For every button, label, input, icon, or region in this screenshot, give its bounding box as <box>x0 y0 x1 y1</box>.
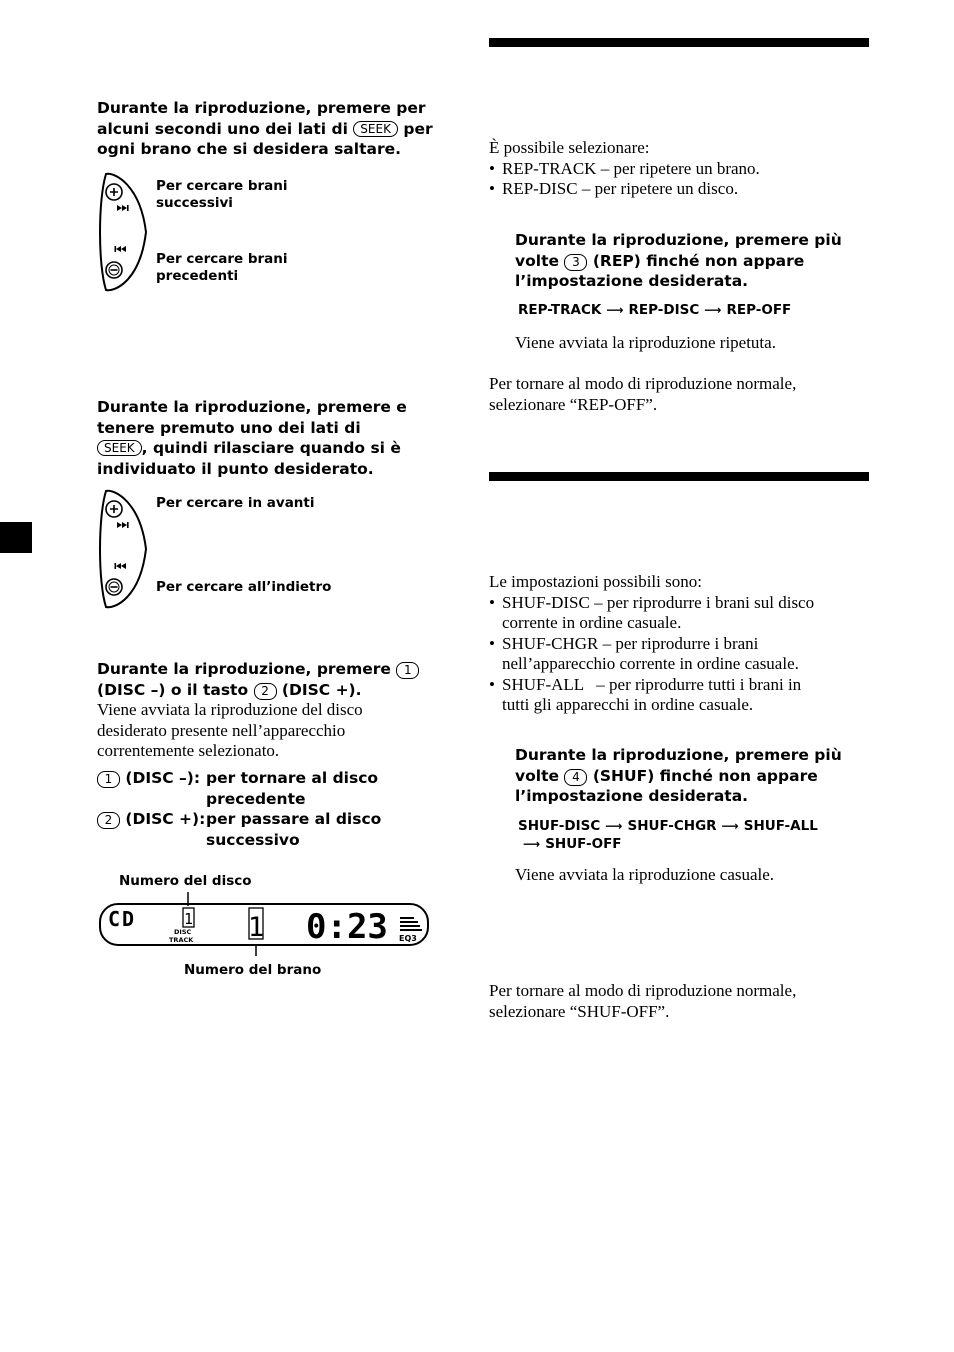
disc-tag: DISC <box>174 928 192 936</box>
shuffle-note: Per tornare al modo di riproduzione normale, selezionare “SHUF-OFF”. <box>489 981 797 1021</box>
list-item: • REP-TRACK – per ripetere un brano. <box>489 159 869 180</box>
disc-number-digit: 1 <box>183 910 194 928</box>
shuffle-result: Viene avviata la riproduzione casuale. <box>515 865 775 884</box>
seek-key[interactable]: SEEK <box>353 121 398 137</box>
list-item: • REP-DISC – per ripetere un disco. <box>489 179 869 200</box>
number-key-2[interactable]: 2 <box>97 812 120 829</box>
label-search-forward: Per cercare in avanti <box>156 495 315 511</box>
shuffle-instruction: Durante la riproduzione, premere più volte 4 (SHUF) finché non appare l’impostazione desiderata. <box>515 746 842 805</box>
label-disc-number: Numero del disco <box>119 873 252 889</box>
seek-button-illustration <box>96 487 150 613</box>
list-item: • SHUF-ALL – per riprodurre tutti i brani in tutti gli apparecchi in ordine casuale. <box>489 675 879 716</box>
arrow-right-icon: ⟶ <box>721 819 739 833</box>
lcd-display-illustration <box>98 892 430 956</box>
disc-description: Viene avviata la riproduzione del disco desiderato presente nell’apparecchio correntemente selezionato. <box>97 700 363 760</box>
label-search-backward: Per cercare all’indietro <box>156 579 332 595</box>
number-key-1[interactable]: 1 <box>97 771 120 788</box>
disc-instruction: Durante la riproduzione, premere 1 (DISC –) o il tasto 2 (DISC +). <box>97 659 457 700</box>
list-item: • SHUF-CHGR – per riprodurre i brani nell’apparecchio corrente in ordine casuale. <box>489 634 879 675</box>
arrow-right-icon: ⟶ <box>704 303 722 317</box>
eq-indicator: EQ3 <box>399 934 417 943</box>
shuffle-options-list <box>489 593 879 716</box>
section-rule-repeat <box>489 38 869 47</box>
elapsed-time: 0:23 <box>306 907 388 947</box>
page-tab-marker <box>0 522 32 553</box>
search-instruction: Durante la riproduzione, premere e tenere premuto uno dei lati di SEEK , quindi rilasciare quando si è individuato il punto desiderato. <box>97 398 407 478</box>
arrow-right-icon: ⟶ <box>523 837 541 851</box>
repeat-note: Per tornare al modo di riproduzione normale, selezionare “REP-OFF”. <box>489 374 797 414</box>
cd-indicator: CD <box>108 907 137 931</box>
repeat-options-list <box>489 159 869 200</box>
repeat-result: Viene avviata la riproduzione ripetuta. <box>515 333 776 352</box>
repeat-instruction: Durante la riproduzione, premere più volte 3 (REP) finché non appare l’impostazione desiderata. <box>515 231 842 290</box>
label-track-number: Numero del brano <box>184 962 322 978</box>
label-previous-tracks: Per cercare brani precedenti <box>156 251 288 284</box>
arrow-right-icon: ⟶ <box>605 819 623 833</box>
disc-option-prev: 1 (DISC –): <box>97 768 457 789</box>
skip-instruction: Durante la riproduzione, premere per alcuni secondi uno dei lati di SEEK per ogni brano che si desidera saltare. <box>97 99 433 158</box>
track-number-digit: 1 <box>247 912 265 943</box>
list-item: • SHUF-DISC – per riprodurre i brani sul disco corrente in ordine casuale. <box>489 593 879 634</box>
number-key-3[interactable]: 3 <box>564 254 587 271</box>
seek-key[interactable]: SEEK <box>97 440 142 456</box>
disc-option-next: 2 (DISC +): <box>97 809 457 830</box>
shuffle-intro: Le impostazioni possibili sono: • SHUF-DISC – per riprodurre i brani sul disco corrente in ordine casuale. • SHUF-CHGR – per riprodurre i brani nell’apparecchio corrente in ordine casuale. • SHUF-ALL – per riprodurre tutti i brani in tutti gli apparecchi in ordine casuale. <box>489 572 879 716</box>
repeat-sequence: REP-TRACK ⟶ REP-DISC ⟶ REP-OFF <box>518 302 792 318</box>
label-next-tracks: Per cercare brani successivi <box>156 178 288 211</box>
repeat-intro: È possibile selezionare: • REP-TRACK – per ripetere un brano. • REP-DISC – per ripetere un disco. <box>489 138 869 200</box>
number-key-4[interactable]: 4 <box>564 769 587 786</box>
section-rule-shuffle <box>489 472 869 481</box>
shuffle-sequence: SHUF-DISC ⟶ SHUF-CHGR ⟶ SHUF-ALL ⟶ SHUF-OFF <box>518 818 818 852</box>
disc-option-prev-text: per tornare al disco precedente <box>206 769 379 808</box>
arrow-right-icon: ⟶ <box>606 303 624 317</box>
number-key-1[interactable]: 1 <box>396 662 419 679</box>
disc-option-next-text: per passare al disco successivo <box>206 810 382 849</box>
seek-button-illustration <box>96 170 150 296</box>
track-tag: TRACK <box>169 936 194 944</box>
number-key-2[interactable]: 2 <box>254 683 277 700</box>
